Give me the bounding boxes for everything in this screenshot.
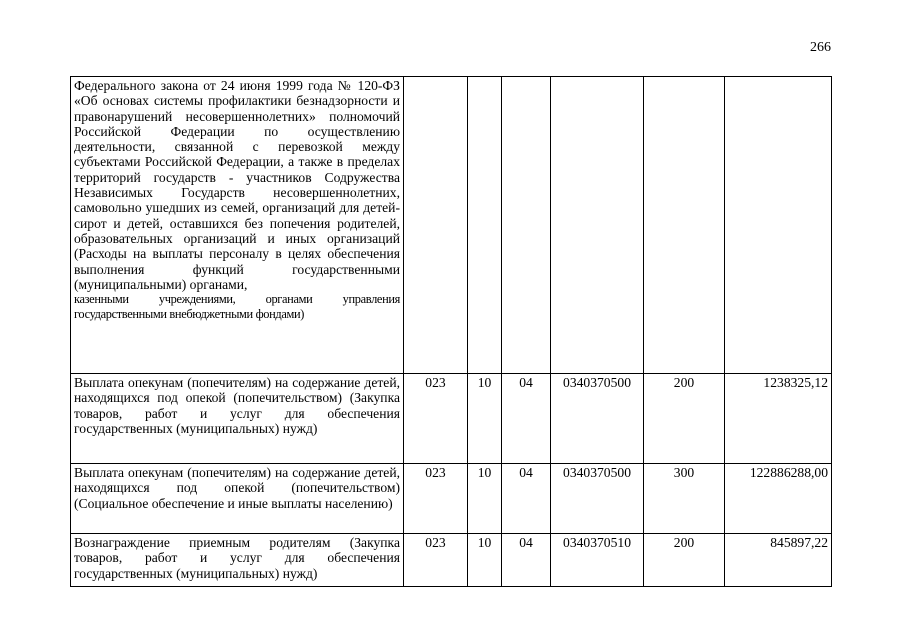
section-code: 10 — [468, 374, 502, 464]
section-code: 10 — [468, 464, 502, 534]
row-description-tail: казенными учреждениями, органами управления государственными внебюджетными фондами) — [74, 292, 400, 322]
amount: 845897,22 — [725, 534, 832, 587]
subsection-code: 04 — [502, 534, 551, 587]
row-description: Федерального закона от 24 июня 1999 года № 120-ФЗ «Об основах системы профилактики безнадзорности и правонарушений несовершеннолетних» полномочий Российской Федерации по осуществлению деятельности, связанной с перевозкой между субъектами Российской Федерации, а также в пределах территорий государств - участников Содружества Независимых Государств несовершеннолетних, самовольно ушедших из семей, организаций для детей-сирот и детей, оставшихся без попечения родителей, образовательных организаций и иных организаций (Расходы на выплаты персоналу в целях обеспечения выполнения функций государственными (муниципальными) органами, казенными учреждениями, органами управления государственными внебюджетными фондами) — [71, 77, 404, 374]
target-article-code: 0340370500 — [551, 374, 644, 464]
target-article-code — [551, 77, 644, 374]
subsection-code — [502, 77, 551, 374]
amount: 122886288,00 — [725, 464, 832, 534]
ministry-code: 023 — [404, 464, 468, 534]
subsection-code: 04 — [502, 464, 551, 534]
expense-type-code: 200 — [644, 374, 725, 464]
table-row — [71, 464, 832, 534]
ministry-code — [404, 77, 468, 374]
expense-type-code: 200 — [644, 534, 725, 587]
ministry-code: 023 — [404, 534, 468, 587]
row-description: Вознаграждение приемным родителям (Закупка товаров, работ и услуг для обеспечения государственных (муниципальных) нужд) — [71, 534, 404, 587]
table-row — [71, 374, 832, 464]
amount: 1238325,12 — [725, 374, 832, 464]
ministry-code: 023 — [404, 374, 468, 464]
expense-type-code: 300 — [644, 464, 725, 534]
amount — [725, 77, 832, 374]
table-row — [71, 77, 832, 374]
section-code — [468, 77, 502, 374]
row-description: Выплата опекунам (попечителям) на содержание детей, находящихся под опекой (попечительством) (Закупка товаров, работ и услуг для обеспечения государственных (муниципальных) нужд) — [71, 374, 404, 464]
subsection-code: 04 — [502, 374, 551, 464]
budget-table — [70, 76, 832, 587]
row-description: Выплата опекунам (попечителям) на содержание детей, находящихся под опекой (попечительством) (Социальное обеспечение и иные выплаты населению) — [71, 464, 404, 534]
target-article-code: 0340370510 — [551, 534, 644, 587]
page-number: 266 — [810, 40, 831, 55]
table-row — [71, 534, 832, 587]
section-code: 10 — [468, 534, 502, 587]
target-article-code: 0340370500 — [551, 464, 644, 534]
expense-type-code — [644, 77, 725, 374]
